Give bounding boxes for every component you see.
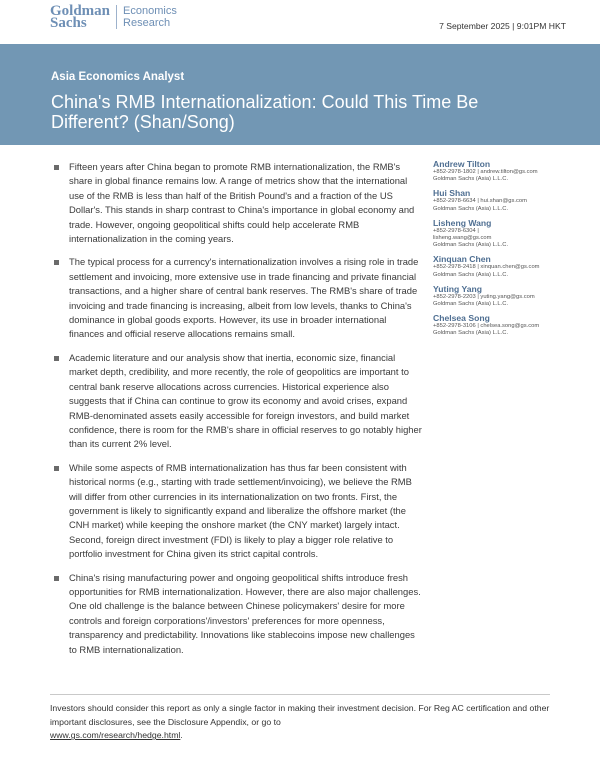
author-contact[interactable]: +852-2978-6634 | hui.shan@gs.com [433,198,527,205]
logo-brand [50,5,110,29]
author-name[interactable]: Lisheng Wang [433,217,492,228]
key-point [50,160,422,246]
author-email[interactable]: lisheng.wang@gs.com [433,235,492,242]
author-contact[interactable]: +852-2978-1802 | andrew.tilton@gs.com [433,169,538,175]
author-contact[interactable]: +852-2978-2418 | xinquan.chen@gs.com [433,264,540,271]
disclosure-link[interactable]: www.gs.com/research/hedge.html [50,730,181,741]
author-entry [433,254,573,278]
footer-divider [50,694,550,695]
author-entry [433,188,573,212]
bullet-square-icon [54,576,59,581]
key-point-text: China's rising manufacturing power and ongoing geopolitical shifts introduce fresh opportunities for RMB internationalization. However, there are also major challenges. One old challenge is the balance between Chinese policymakers' desire for more controls and foreign corporations'/investors' preferences for more openness, transparency and predictability. Innovations like stablecoins impose new challenges to RMB internationalization. [69,571,421,655]
author-entry [433,313,573,337]
author-name[interactable]: Xinquan Chen [433,254,491,265]
key-point [50,255,422,341]
disclosure-text: Investors should consider this report as only a single factor in making their investment decision. For Reg AC certification and other important disclosures, see the Disclosure Appendix, or go to [50,703,550,727]
key-point [50,571,422,657]
author-list [433,159,573,343]
key-point-text: Academic literature and our analysis show that inertia, economic size, financial market depth, credibility, and more recently, the role of geopolitics are important to central bank reserve allocations across currencies. Historical experience also suggests that if China can continue to grow its economy and avoid crises, expand RMB-denominated assets easily accessible for foreign investors, and build market confidence, there is room for the RMB's share in official reserves to go notably higher than its current 2% level. [69,351,422,450]
author-firm: Goldman Sachs (Asia) L.L.C. [433,205,509,212]
author-entry [433,284,573,308]
author-name[interactable]: Yuting Yang [433,283,483,294]
author-firm: Goldman Sachs (Asia) L.L.C. [433,330,509,337]
author-firm: Goldman Sachs (Asia) L.L.C. [433,242,509,249]
report-title: China's RMB Internationalization: Could This Time Be Different? (Shan/Song) [51,92,479,132]
author-contact[interactable]: +852-2978-2203 | yuting.yang@gs.com [433,293,535,300]
disclosure-link-suffix: . [180,730,183,741]
bullet-square-icon [54,356,59,361]
logo-division-line2: Research [123,17,171,29]
key-points-list [50,160,422,657]
key-point-text: While some aspects of RMB internationalization has thus far been consistent with historical norms (e.g., starting with trade settlement/invoicing), we believe the RMB will differ from other currencies in its internationalization on two fronts. First, the government is likely to significantly expand and liberalize the offshore market (the CNH market) while keeping the onshore market (the CNY market) largely intact. Second, foreign direct investment (FDI) is likely to play a bigger role relative to portfolio investment for China given its strict capital controls. [69,461,412,560]
logo-division-line1: Economics [123,5,177,17]
author-contact[interactable]: +852-2978-3106 | chelsea.song@gs.com [433,323,540,330]
author-firm: Goldman Sachs (Asia) L.L.C. [433,271,509,278]
key-point-text: Fifteen years after China began to promote RMB internationalization, the RMB's share in global finance remains low. A range of metrics show that the international use of the RMB is less than half of the British Pound's and a fraction of the US Dollar's. This stands in sharp contrast to China's importance in global economy and trade. However, ongoing geopolitical shifts could help accelerate RMB internationalization in the coming years. [69,161,415,245]
goldman-sachs-logo[interactable] [50,5,177,29]
author-contact[interactable]: +852-2978-6304 | [433,227,479,234]
key-point-text: The typical process for a currency's internationalization involves a rising role in trade settlement and invoicing, more extensive use in trade financing and private financial transactions, and a higher share of central bank reserves. The RMB's share of trade invoicing and trade financing is increasing, albeit from low levels, thanks to China's dominance in global goods exports. However, its use in broader international finances and official reserve allocations remains small. [69,256,419,340]
top-bar [0,0,600,44]
author-name[interactable]: Hui Shan [433,188,471,199]
bullet-square-icon [54,260,59,265]
publication-date: 7 September 2025 | 9:01PM HKT [439,21,566,31]
logo-brand-line1: Goldman [50,3,111,19]
author-firm: Goldman Sachs (Asia) L.L.C. [433,301,509,308]
series-label: Asia Economics Analyst [51,71,185,83]
author-firm: Goldman Sachs (Asia) L.L.C. [433,176,509,183]
bullet-square-icon [54,165,59,170]
author-entry [433,159,573,183]
logo-brand-line2: Sachs [50,15,87,31]
author-name[interactable]: Andrew Tilton [433,159,491,169]
disclosure-footer [50,702,560,743]
key-point [50,461,422,562]
author-name[interactable]: Chelsea Song [433,313,490,324]
logo-divider [116,5,117,29]
bullet-square-icon [54,466,59,471]
author-entry [433,218,573,250]
key-point [50,351,422,452]
logo-division [123,5,177,29]
title-banner [0,44,600,145]
